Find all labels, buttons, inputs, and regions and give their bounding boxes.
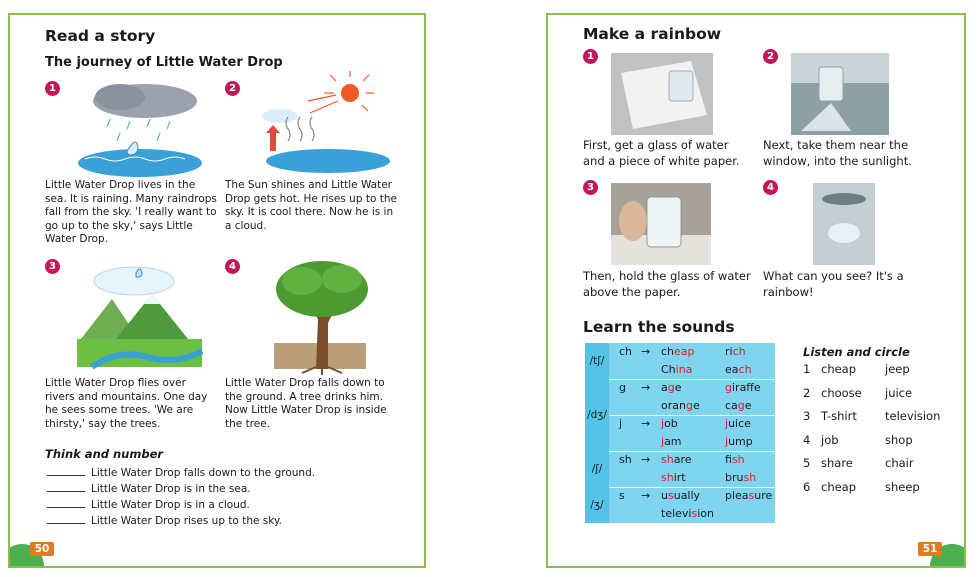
step-1-number: 1 xyxy=(583,49,598,64)
arrow-icon: → xyxy=(641,381,651,394)
answer-blank[interactable] xyxy=(47,513,85,524)
page-number: 50 xyxy=(30,542,54,556)
panel-4-text: Little Water Drop falls down to the ground. A tree drinks him. Now Little Water Drop is inside the tree. xyxy=(225,377,387,430)
example-word: orange xyxy=(661,399,700,412)
listen-and-circle-title: Listen and circle xyxy=(803,345,910,359)
example-word: age xyxy=(661,381,682,394)
panel-3-text: Little Water Drop flies over rivers and mountains. One day he sees some trees. 'We are thirsty,' say the trees. xyxy=(45,377,208,430)
example-word: pleasure xyxy=(725,489,773,502)
think-item-3 xyxy=(47,497,250,511)
panel-3-number: 3 xyxy=(45,259,60,274)
panel-1-number: 1 xyxy=(45,81,60,96)
spelling-letters: g xyxy=(619,381,626,394)
hold-glass-photo xyxy=(611,183,711,265)
right-page xyxy=(546,13,966,568)
rainbow-result-photo xyxy=(813,183,875,265)
choice-word[interactable]: cheap xyxy=(821,362,857,376)
listen-row-6 xyxy=(803,480,920,494)
example-word: jump xyxy=(725,435,753,448)
example-word: rich xyxy=(725,345,746,358)
spelling-letters: j xyxy=(619,417,623,430)
phoneme-ch: /tʃ/ xyxy=(585,343,609,379)
choice-word[interactable]: job xyxy=(821,433,839,447)
listen-row-1 xyxy=(803,362,910,376)
choice-word[interactable]: juice xyxy=(885,386,913,400)
panel-2-number: 2 xyxy=(225,81,240,96)
choice-word[interactable]: chair xyxy=(885,456,914,470)
step-4-number: 4 xyxy=(763,180,778,195)
example-word: each xyxy=(725,363,752,376)
arrow-icon: → xyxy=(641,345,651,358)
step-4-text: What can you see? It's a rainbow! xyxy=(763,269,904,299)
item-number: 3 xyxy=(803,409,811,423)
choice-word[interactable]: television xyxy=(885,409,941,423)
rain-sea-illustration xyxy=(65,77,205,177)
choice-word[interactable]: share xyxy=(821,456,853,470)
step-1-text: First, get a glass of water and a piece of white paper. xyxy=(583,138,740,168)
choice-word[interactable]: jeep xyxy=(885,362,910,376)
example-word: giraffe xyxy=(725,381,761,394)
think-item-2 xyxy=(47,481,251,495)
spelling-letters: sh xyxy=(619,453,632,466)
phoneme-dg: /dʒ/ xyxy=(585,379,609,451)
example-word: cage xyxy=(725,399,752,412)
example-word: television xyxy=(661,507,714,520)
glass-and-paper-photo xyxy=(611,53,713,135)
arrow-icon: → xyxy=(641,489,651,502)
example-word: fish xyxy=(725,453,745,466)
example-word: China xyxy=(661,363,693,376)
panel-4-number: 4 xyxy=(225,259,240,274)
item-number: 4 xyxy=(803,433,811,447)
row-divider xyxy=(609,415,775,416)
step-3-text: Then, hold the glass of water above the paper. xyxy=(583,269,751,299)
panel-2-text: The Sun shines and Little Water Drop gets hot. He rises up to the sky. It is cool there. Now he is in a cloud. xyxy=(225,179,397,232)
learn-the-sounds-title: Learn the sounds xyxy=(583,318,735,336)
choice-word[interactable]: choose xyxy=(821,386,862,400)
think-item-4 xyxy=(47,513,282,527)
think-item-text: Little Water Drop is in the sea. xyxy=(91,483,251,495)
example-word: shirt xyxy=(661,471,686,484)
arrow-icon: → xyxy=(641,417,651,430)
listen-row-2 xyxy=(803,386,912,400)
think-item-text: Little Water Drop is in a cloud. xyxy=(91,499,250,511)
item-number: 6 xyxy=(803,480,811,494)
spelling-letters: ch xyxy=(619,345,633,358)
story-subtitle: The journey of Little Water Drop xyxy=(45,55,283,70)
page-number: 51 xyxy=(918,542,942,556)
make-a-rainbow-title: Make a rainbow xyxy=(583,25,722,43)
row-divider xyxy=(609,487,775,488)
cloud-mountains-illustration xyxy=(72,259,207,371)
listen-row-5 xyxy=(803,456,914,470)
panel-1-text: Little Water Drop lives in the sea. It is raining. Many raindrops fall from the sky. 'I really want to go up to the sky,' says Little Water Drop. xyxy=(45,179,217,246)
choice-word[interactable]: shop xyxy=(885,433,913,447)
item-number: 2 xyxy=(803,386,811,400)
arrow-icon: → xyxy=(641,453,651,466)
answer-blank[interactable] xyxy=(47,497,85,508)
spelling-letters: s xyxy=(619,489,625,502)
example-word: cheap xyxy=(661,345,695,358)
choice-word[interactable]: sheep xyxy=(885,480,920,494)
step-3-number: 3 xyxy=(583,180,598,195)
example-word: share xyxy=(661,453,692,466)
listen-row-3 xyxy=(803,409,940,423)
step-2-number: 2 xyxy=(763,49,778,64)
sun-sea-illustration xyxy=(248,71,393,176)
row-divider xyxy=(609,451,775,452)
left-page xyxy=(8,13,426,568)
tree-illustration xyxy=(272,259,372,375)
listen-row-4 xyxy=(803,433,913,447)
phoneme-zh: /ʒ/ xyxy=(585,487,609,523)
think-and-number-title: Think and number xyxy=(45,447,164,461)
read-a-story-title: Read a story xyxy=(45,27,156,45)
example-word: juice xyxy=(725,417,751,430)
example-word: job xyxy=(661,417,678,430)
answer-blank[interactable] xyxy=(47,481,85,492)
item-number: 5 xyxy=(803,456,811,470)
think-item-text: Little Water Drop falls down to the ground. xyxy=(91,467,316,479)
think-item-text: Little Water Drop rises up to the sky. xyxy=(91,515,282,527)
example-word: brush xyxy=(725,471,757,484)
item-number: 1 xyxy=(803,362,811,376)
phoneme-sh: /ʃ/ xyxy=(585,451,609,487)
choice-word[interactable]: cheap xyxy=(821,480,857,494)
sounds-table xyxy=(585,343,775,523)
step-2-text: Next, take them near the window, into the sunlight. xyxy=(763,138,912,168)
example-word: jam xyxy=(661,435,682,448)
row-divider xyxy=(609,379,775,380)
window-sunlight-photo xyxy=(791,53,889,135)
answer-blank[interactable] xyxy=(47,465,85,476)
think-item-1 xyxy=(47,465,315,479)
choice-word[interactable]: T-shirt xyxy=(821,409,857,423)
example-word: usually xyxy=(661,489,701,502)
